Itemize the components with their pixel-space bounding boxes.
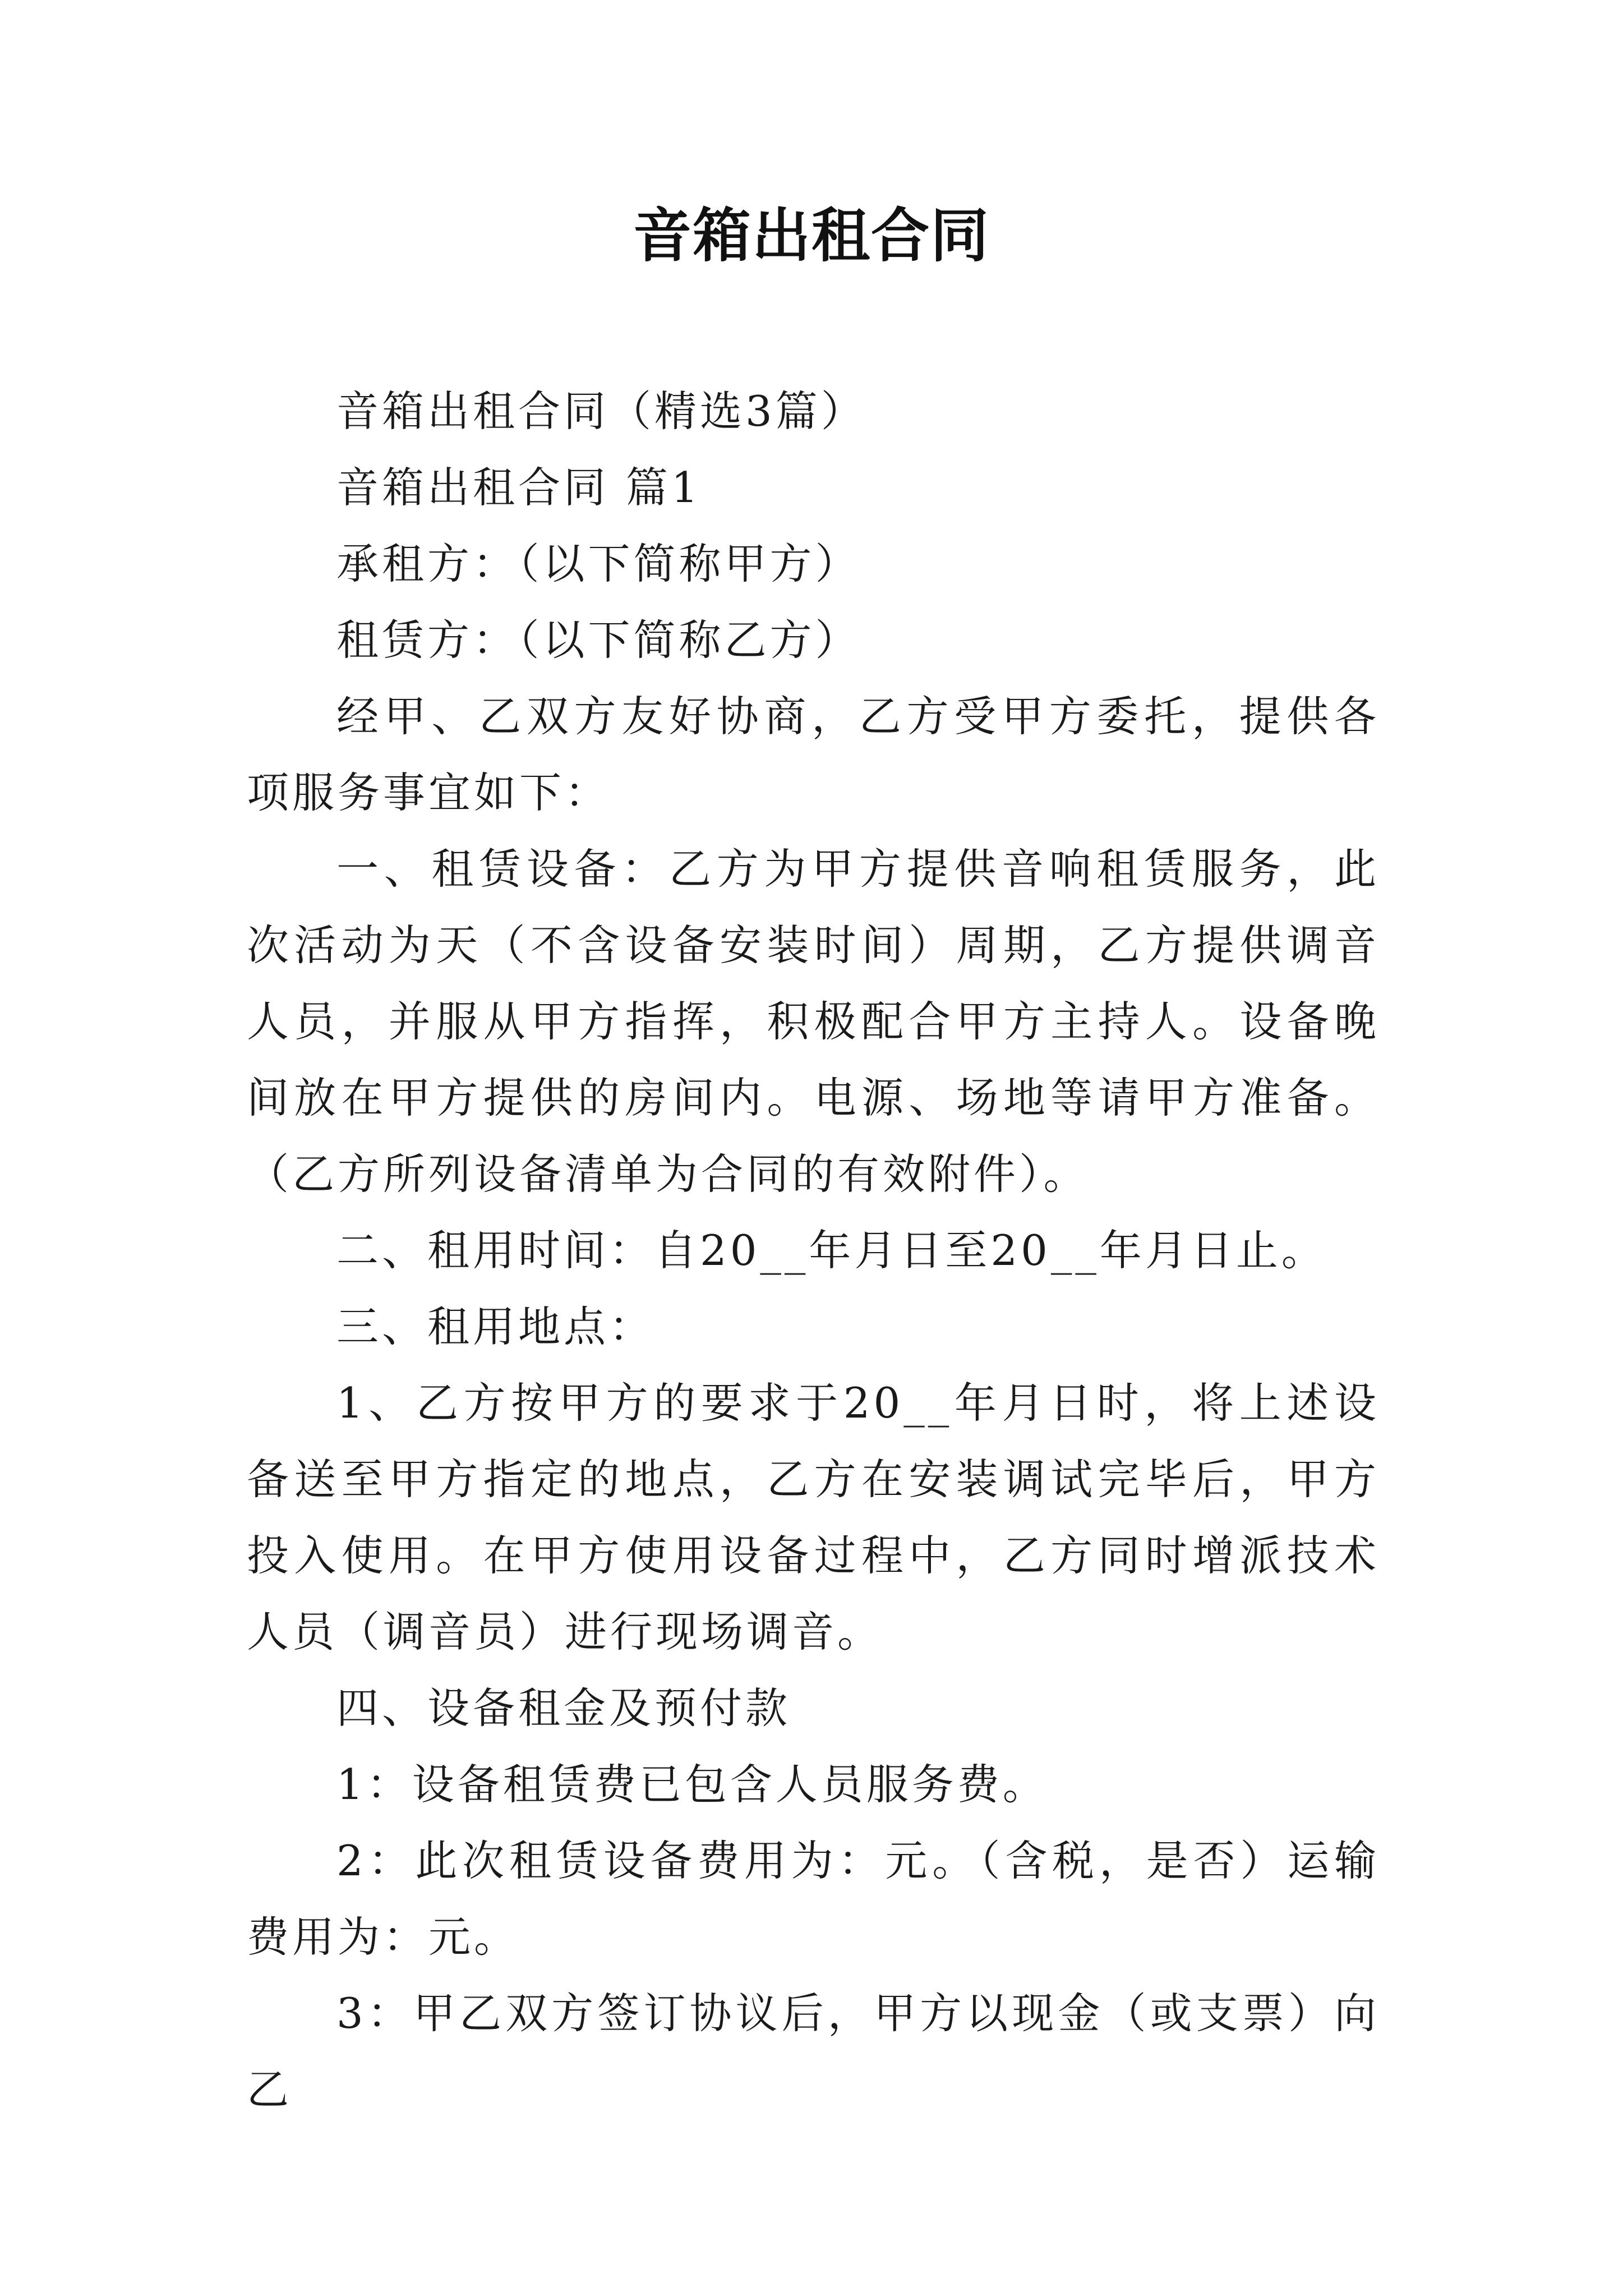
paragraph: 1、乙方按甲方的要求于20__年月日时，将上述设备送至甲方指定的地点，乙方在安装调试完毕后，甲方投入使用。在甲方使用设备过程中，乙方同时增派技术人员（调音员）进行现场调音。	[247, 1378, 1380, 1657]
paragraph: 2：此次租赁设备费用为：元。（含税，是否）运输费用为：元。	[247, 1836, 1380, 1962]
paragraph: 1：设备租赁费已包含人员服务费。	[336, 1760, 1048, 1809]
paragraph: 3：甲乙双方签订协议后，甲方以现金（或支票）向乙	[247, 1989, 1380, 2114]
document-title: 音箱出租合同	[633, 201, 990, 270]
paragraph: 三、租用地点：	[336, 1302, 655, 1351]
document-body	[247, 373, 1380, 2128]
paragraph: 音箱出租合同 篇1	[336, 463, 702, 512]
paragraph: 经甲、乙双方友好协商，乙方受甲方委托，提供各项服务事宜如下：	[247, 692, 1380, 817]
paragraph: 一、租赁设备：乙方为甲方提供音响租赁服务，此次活动为天（不含设备安装时间）周期，乙方提供调音人员，并服从甲方指挥，积极配合甲方主持人。设备晚间放在甲方提供的房间内。电源、场地等请甲方准备。（乙方所列设备清单为合同的有效附件）。	[247, 844, 1380, 1199]
paragraph: 音箱出租合同（精选3篇）	[336, 386, 866, 436]
paragraph: 租赁方：（以下简称乙方）	[336, 615, 861, 665]
paragraph: 承租方：（以下简称甲方）	[336, 539, 861, 588]
paragraph: 二、租用时间：自20__年月日至20__年月日止。	[336, 1226, 1327, 1275]
paragraph: 四、设备租金及预付款	[336, 1683, 791, 1733]
